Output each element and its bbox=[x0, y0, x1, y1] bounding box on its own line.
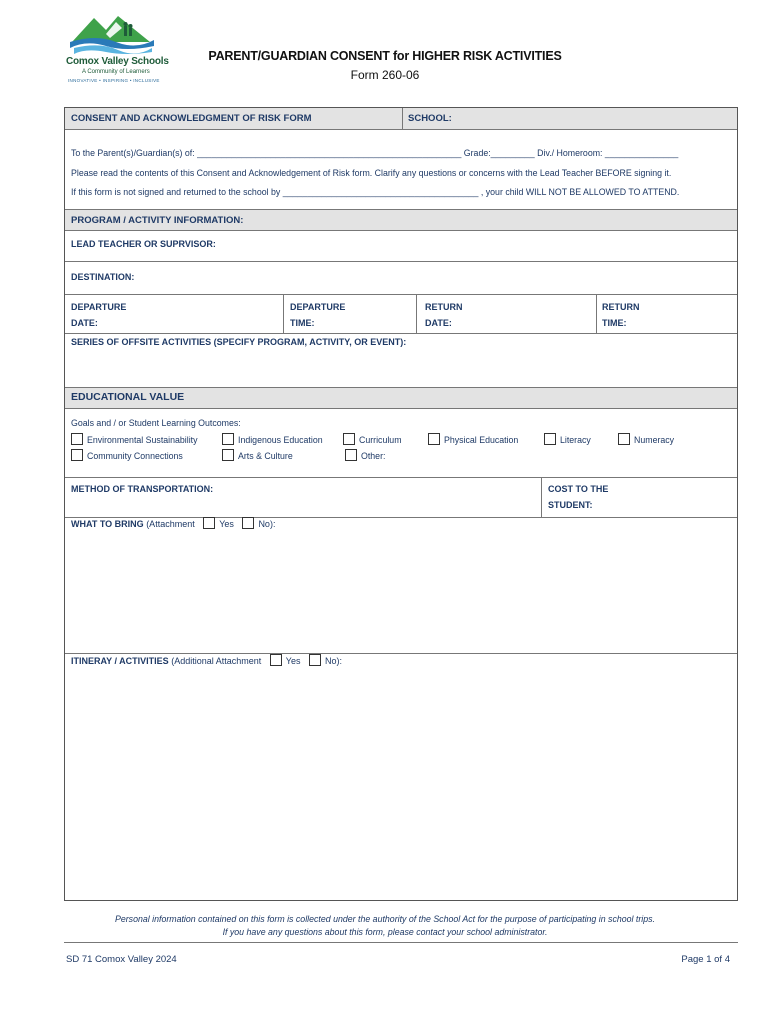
itinerary-label: ITINERAY / ACTIVITIES (Additional Attachment Yes No): bbox=[71, 656, 342, 666]
attachment-yes-checkbox[interactable] bbox=[203, 517, 215, 529]
checkbox-icon[interactable] bbox=[222, 449, 234, 461]
goals-label: Goals and / or Student Learning Outcomes: bbox=[71, 418, 241, 428]
privacy-notice: Personal information contained on this form is collected under the authority of the School Act for the purpose of participating in school trips. If you have any questions about this form, please contact your school administrator. bbox=[114, 914, 655, 937]
checkbox-icon[interactable] bbox=[544, 433, 556, 445]
departure-time-label: DEPARTURE bbox=[290, 302, 346, 312]
option-community-connections[interactable]: Community Connections bbox=[71, 449, 183, 461]
option-numeracy[interactable]: Numeracy bbox=[618, 433, 674, 445]
logo-org-name: Comox Valley Schools bbox=[66, 56, 169, 67]
parent-guardian-line: To the Parent(s)/Guardian(s) of: ______________________________________________________ Grade:_________ Div./ Homeroom: _______________ bbox=[71, 148, 679, 158]
return-deadline-line: If this form is not signed and returned to the school by ________________________________________ , your child WILL NOT BE ALLOWED TO ATTEND. bbox=[71, 187, 680, 197]
return-time-label: RETURN bbox=[602, 302, 640, 312]
transportation-label: METHOD OF TRANSPORTATION: bbox=[71, 484, 214, 494]
consent-form: CONSENT AND ACKNOWLEDGMENT OF RISK FORM SCHOOL: To the Parent(s)/Guardian(s) of: ______________________________________________________ Grade:_________ Div./ Homeroom: _______________ Please read the contents of this Consent and Acknowledgement of Risk form. Clarify any questions or concerns with the Lead Teacher BEFORE signing it. If this form is not signed and returned to the school by ________________________________________ , your child WILL NOT BE ALLOWED TO ATTEND. PROGRAM / ACTIVITY INFORMATION: LEAD TEACHER OR SUPRVISOR: DESTINATION: DEPARTURE DATE: DEPARTURE TIME: RETURN DATE: RETURN TIME: SERIES OF OFFSITE ACTIVITIES (SPECIFY PROGRAM, ACTIVITY, OR EVENT): EDUCATIONAL VALUE Goals and / or Student Learning Outcomes: Environmental Sustainability Indigenous Education Curriculum Physical Education Literacy Numeracy Community Connections Arts & Culture Other: METHOD OF TRANSPORTATION: COST TO THE STUDENT: WHAT TO BRING (Attachment Yes No): ITINERAY / ACTIVITIES (Additional Attachment Yes No): bbox=[64, 107, 738, 901]
checkbox-icon[interactable] bbox=[618, 433, 630, 445]
logo-tagline: A Community of Learners bbox=[82, 69, 150, 75]
checkbox-icon[interactable] bbox=[343, 433, 355, 445]
itinerary-yes-checkbox[interactable] bbox=[270, 654, 282, 666]
consent-heading: CONSENT AND ACKNOWLEDGMENT OF RISK FORM bbox=[71, 113, 312, 124]
program-heading: PROGRAM / ACTIVITY INFORMATION: bbox=[71, 215, 244, 226]
checkbox-icon[interactable] bbox=[71, 433, 83, 445]
option-environmental-sustainability[interactable]: Environmental Sustainability bbox=[71, 433, 198, 445]
option-indigenous-education[interactable]: Indigenous Education bbox=[222, 433, 323, 445]
attachment-no-checkbox[interactable] bbox=[242, 517, 254, 529]
series-activities-label: SERIES OF OFFSITE ACTIVITIES (SPECIFY PROGRAM, ACTIVITY, OR EVENT): bbox=[71, 337, 407, 347]
option-curriculum[interactable]: Curriculum bbox=[343, 433, 402, 445]
option-other[interactable]: Other: bbox=[345, 449, 385, 461]
itinerary-no-checkbox[interactable] bbox=[309, 654, 321, 666]
checkbox-icon[interactable] bbox=[71, 449, 83, 461]
cost-label: COST TO THE bbox=[548, 484, 609, 494]
option-arts-culture[interactable]: Arts & Culture bbox=[222, 449, 293, 461]
read-instructions: Please read the contents of this Consent and Acknowledgement of Risk form. Clarify any questions or concerns with the Lead Teacher BEFORE signing it. bbox=[71, 168, 672, 178]
footer-divider bbox=[64, 942, 738, 943]
what-to-bring-label: WHAT TO BRING (Attachment Yes No): bbox=[71, 519, 276, 529]
checkbox-icon[interactable] bbox=[428, 433, 440, 445]
footer-district: SD 71 Comox Valley 2024 bbox=[66, 954, 177, 965]
page-title: PARENT/GUARDIAN CONSENT for HIGHER RISK ACTIVITIES bbox=[208, 49, 562, 63]
destination-label: DESTINATION: bbox=[71, 272, 135, 282]
checkbox-icon[interactable] bbox=[345, 449, 357, 461]
return-date-label: RETURN bbox=[425, 302, 463, 312]
option-literacy[interactable]: Literacy bbox=[544, 433, 591, 445]
checkbox-icon[interactable] bbox=[222, 433, 234, 445]
departure-date-label: DEPARTURE bbox=[71, 302, 127, 312]
form-number: Form 260-06 bbox=[350, 68, 420, 82]
logo-motto: INNOVATIVE • INSPIRING • INCLUSIVE bbox=[68, 78, 160, 83]
lead-teacher-label: LEAD TEACHER OR SUPRVISOR: bbox=[71, 239, 216, 249]
option-physical-education[interactable]: Physical Education bbox=[428, 433, 518, 445]
page-number: Page 1 of 4 bbox=[681, 954, 730, 965]
educational-heading: EDUCATIONAL VALUE bbox=[71, 391, 185, 403]
school-label: SCHOOL: bbox=[408, 113, 452, 124]
